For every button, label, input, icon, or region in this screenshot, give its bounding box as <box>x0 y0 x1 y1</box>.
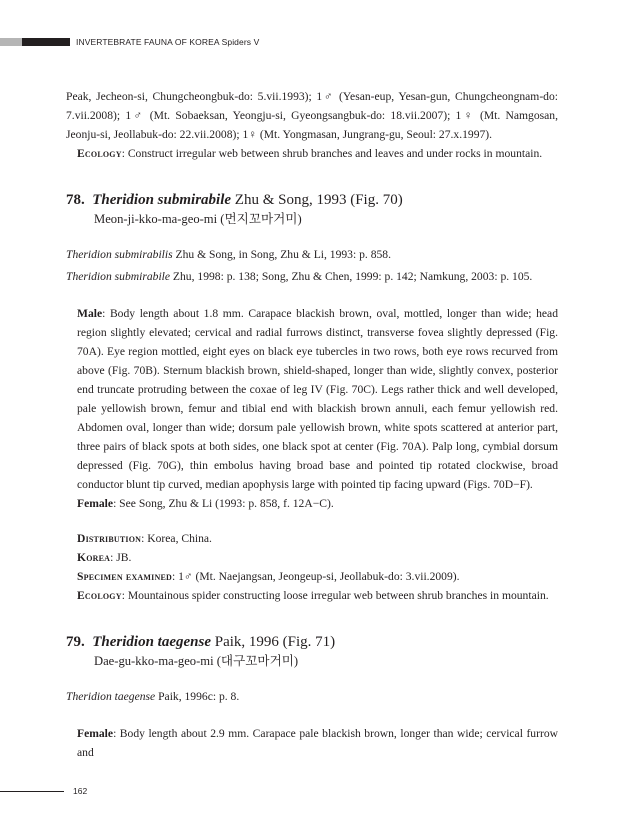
species-79-common-name: Dae-gu-kko-ma-geo-mi (대구꼬마거미) <box>94 654 299 668</box>
header-bar-light <box>0 38 22 46</box>
species-79-block <box>66 632 558 762</box>
material-examined-continued: Peak, Jecheon-si, Chungcheongbuk-do: 5.vii.1993); 1♂ (Yesan-eup, Yesan-gun, Chungcheongnam-do: 7.vii.2008); 1♂ (Mt. Sobaeksan, Yeongju-si, Gyeongsangbuk-do: 18.vii.2007); 1♀ (Mt. Namgosan, Jeonju-si, Jeollabuk-do: 22.vii.2008); 1♀ (Mt. Yongmasan, Jungrang-gu, Seoul: 27.x.1997). <box>66 90 558 141</box>
running-header: INVERTEBRATE FAUNA OF KOREA Spiders V <box>76 37 260 47</box>
species-78-common-name: Meon-ji-kko-ma-geo-mi (먼지꼬마거미) <box>94 212 302 226</box>
species-78-name: Theridion submirabile <box>92 192 232 208</box>
male-description: Male: Body length about 1.8 mm. Carapace blackish brown, oval, mottled, longer than wide; head region slightly elevated; cervical and radial furrows distinct, transverse fovea slightly depressed (Fig. 70A). Eye region mottled, eight eyes on black eye tubercles in two rows, both eye rows recurved from above (Fig. 70B). Sternum blackish brown, shield-shaped, longer than wide, slightly convex, posterior end truncate protruding between the coxae of leg IV (Fig. 70C). Legs rather thick and well developed, pale yellowish brown, femur and tibial end with blackish brown annuli, each femur yellowish red. Abdomen oval, longer than wide; dorsum pale yellowish brown, white spots scattered at anterior part, three pairs of black spots at both sides, one black spot at center (Fig. 70A). Palp long, cymbial dorsum depressed (Fig. 70G), thin embolus having broad base and pointed tip rotated clockwise, broad conductor blunt tip curved, median apophysis large with pointed tip facing upward (Figs. 70D−F). <box>77 307 558 491</box>
species-78-authority: Zhu & Song, 1993 (Fig. 70) <box>231 192 403 208</box>
species-78-block <box>66 190 558 605</box>
species-78-synonymy: Theridion submirabilis Zhu & Song, in Song, Zhu & Li, 1993: p. 858. Theridion submirabile Zhu, 1998: p. 138; Song, Zhu & Chen, 1999: p. 142; Namkung, 2003: p. 105. <box>66 248 533 283</box>
species-79-name: Theridion taegense <box>92 634 211 650</box>
species-79-synonymy: Theridion taegense Paik, 1996c: p. 8. <box>66 690 240 703</box>
species-79-heading: 79. Theridion taegense Paik, 1996 (Fig. 71) <box>66 634 336 650</box>
species-78-description <box>66 304 558 513</box>
species-78-heading: 78. Theridion submirabile Zhu & Song, 1993 (Fig. 70) <box>66 192 403 208</box>
species-78-records <box>66 529 558 605</box>
korea-line: Korea: JB. <box>77 551 132 564</box>
footer-rule <box>0 791 64 792</box>
ecology-label: Ecology <box>77 147 122 160</box>
female-description: Female: Body length about 2.9 mm. Carapace pale blackish brown, longer than wide; cervical furrow and <box>77 727 558 759</box>
ecology-text: : Construct irregular web between shrub branches and leaves and under rocks in mountain. <box>121 147 543 160</box>
female-description: Female: See Song, Zhu & Li (1993: p. 858, f. 12A−C). <box>77 497 334 510</box>
distribution-line: Distribution: Korea, China. <box>77 532 212 545</box>
species-79-authority: Paik, 1996 (Fig. 71) <box>211 634 336 650</box>
page-number: 162 <box>73 786 88 796</box>
ecology-paragraph-77 <box>66 144 558 163</box>
species-79-description <box>66 724 558 762</box>
page-body <box>66 87 558 762</box>
header-bar-dark <box>22 38 70 46</box>
specimen-examined-line: Specimen examined: 1♂ (Mt. Naejangsan, Jeongeup-si, Jeollabuk-do: 3.vii.2009). <box>77 570 460 583</box>
ecology-line: Ecology: Mountainous spider constructing loose irregular web between shrub branches in mountain. <box>77 589 549 602</box>
